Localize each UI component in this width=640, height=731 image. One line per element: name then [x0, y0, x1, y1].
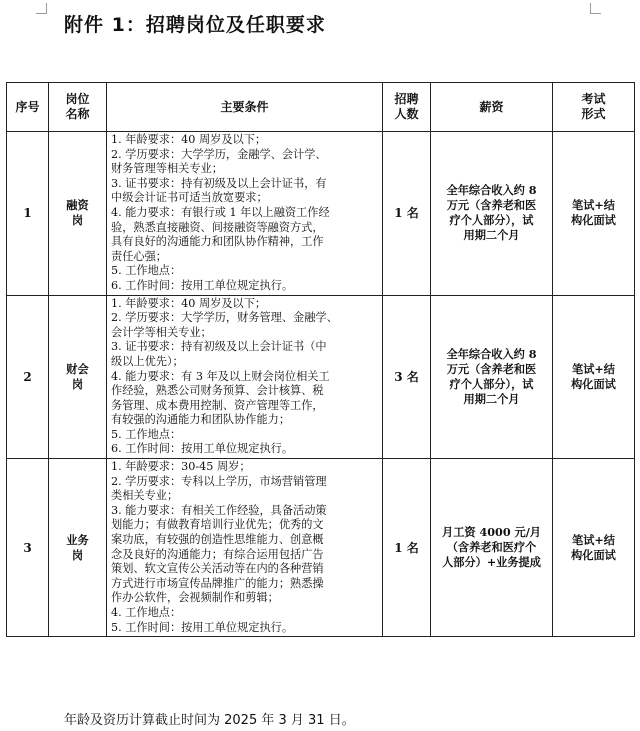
header-exam-text: 考试	[581, 92, 606, 106]
position-name	[49, 459, 107, 637]
condition-line: 有较强的沟通能力和团队协作能力；	[111, 413, 291, 427]
condition-line: 3. 证书要求：持有初级及以上会计证书（中	[111, 340, 327, 354]
salary-cell	[431, 132, 553, 296]
condition-line: 5. 工作地点：	[111, 264, 182, 278]
exam-format	[553, 295, 635, 459]
salary-line: 疗个人部分），试	[449, 376, 534, 391]
position-name-line: 岗	[71, 213, 84, 228]
position-name-line: 融资	[66, 198, 89, 213]
table-row	[7, 295, 635, 459]
salary-line: 全年综合收入约 8	[446, 183, 537, 198]
salary-line: 万元（含养老和医	[446, 198, 537, 213]
salary-line: 全年综合收入约 8	[446, 346, 537, 361]
header-salary	[431, 83, 553, 132]
header-headcount-text: 人数	[394, 107, 419, 121]
condition-line: 5. 工作时间：按用工单位规定执行。	[111, 620, 294, 634]
footnote: 年龄及资历计算截止时间为 2025 年 3 月 31 日。	[64, 713, 355, 728]
condition-line: 责任心强；	[111, 249, 167, 263]
condition-line: 5. 工作地点：	[111, 427, 182, 441]
position-name-line: 岗	[71, 376, 84, 391]
header-headcount	[383, 83, 431, 132]
headcount: 1 名	[383, 132, 431, 296]
condition-line: 念及良好的沟通能力；有综合运用包括广告	[111, 547, 324, 561]
headcount: 1 名	[383, 459, 431, 637]
document-title: 附件 1：招聘岗位及任职要求	[64, 14, 326, 36]
condition-line: 级以上优先）；	[111, 354, 184, 368]
salary-line: 万元（含养老和医	[446, 361, 537, 376]
salary-line: 月工资 4000 元/月	[442, 525, 541, 540]
position-name-line: 财会	[66, 361, 89, 376]
salary-line: 用期二个月	[463, 228, 520, 243]
condition-line: 2. 学历要求：大学学历，财务管理、金融学、	[111, 311, 338, 325]
condition-line: 作办公软件，会视频制作和剪辑；	[111, 591, 279, 605]
condition-line: 3. 证书要求：持有初级及以上会计证书，有	[111, 176, 327, 190]
salary-cell	[431, 459, 553, 637]
row-number: 2	[7, 295, 49, 459]
crop-mark-right	[590, 3, 601, 14]
exam-format	[553, 132, 635, 296]
conditions-cell	[107, 459, 383, 637]
condition-line: 作经验，熟悉公司财务预算、会计核算、税	[111, 384, 324, 398]
crop-mark-left	[36, 3, 47, 14]
position-name	[49, 132, 107, 296]
position-name-line: 岗	[71, 547, 84, 562]
header-no-text: 序号	[15, 99, 40, 114]
table-row	[7, 132, 635, 296]
position-name	[49, 295, 107, 459]
header-position-text: 岗位	[65, 92, 90, 106]
exam-format-line: 笔试+结	[572, 198, 615, 213]
exam-format-line: 构化面试	[571, 213, 616, 228]
salary-line: （含养老和医疗个	[446, 540, 537, 555]
condition-line: 财务管理等相关专业；	[111, 162, 223, 176]
table-header-row	[7, 83, 635, 132]
exam-format-line: 构化面试	[571, 376, 616, 391]
exam-format-line: 构化面试	[571, 547, 616, 562]
condition-line: 6. 工作时间：按用工单位规定执行。	[111, 442, 294, 456]
exam-format-line: 笔试+结	[572, 532, 615, 547]
condition-line: 方式进行市场宣传品牌推广的能力；熟悉操	[111, 576, 324, 590]
header-conditions	[107, 83, 383, 132]
condition-line: 4. 工作地点：	[111, 606, 182, 619]
condition-line: 验，熟悉直接融资、间接融资等融资方式，	[111, 220, 324, 234]
header-exam	[553, 83, 635, 132]
condition-line: 3. 能力要求：有相关工作经验，具备活动策	[111, 503, 327, 517]
condition-line: 务管理、成本费用控制、资产管理等工作，	[111, 398, 324, 412]
salary-line: 人部分）+业务提成	[442, 555, 541, 570]
condition-line: 1. 年龄要求：40 周岁及以下；	[111, 133, 267, 146]
header-headcount-text: 招聘	[394, 92, 419, 106]
condition-line: 会计学等相关专业；	[111, 325, 212, 339]
condition-line: 中级会计证书可适当放宽要求；	[111, 191, 268, 205]
exam-format	[553, 459, 635, 637]
condition-line: 具有良好的沟通能力和团队协作精神，工作	[111, 235, 324, 249]
header-position-text: 名称	[65, 107, 90, 121]
exam-format-line: 笔试+结	[572, 361, 615, 376]
condition-line: 2. 学历要求：专科以上学历，市场营销管理	[111, 474, 327, 488]
header-position	[49, 83, 107, 132]
condition-line: 划能力；有做教育培训行业优先；优秀的文	[111, 518, 324, 532]
salary-line: 疗个人部分），试	[449, 213, 534, 228]
conditions-cell	[107, 132, 383, 296]
condition-line: 类相关专业；	[111, 489, 179, 503]
condition-line: 策划、软文宣传公关活动等在内的各种营销	[111, 562, 324, 576]
header-exam-text: 形式	[581, 107, 606, 121]
salary-cell	[431, 295, 553, 459]
conditions-cell	[107, 295, 383, 459]
condition-line: 4. 能力要求：有银行或 1 年以上融资工作经	[111, 205, 330, 219]
condition-line: 4. 能力要求：有 3 年及以上财会岗位相关工	[111, 369, 330, 383]
recruitment-table	[6, 82, 635, 637]
condition-line: 1. 年龄要求：30-45 周岁；	[111, 460, 251, 474]
position-name-line: 业务	[66, 532, 89, 547]
row-number: 1	[7, 132, 49, 296]
condition-line: 1. 年龄要求：40 周岁及以下；	[111, 296, 267, 310]
row-number: 3	[7, 459, 49, 637]
condition-line: 2. 学历要求：大学学历，金融学、会计学、	[111, 147, 327, 161]
salary-line: 用期二个月	[463, 391, 520, 406]
header-salary-text: 薪资	[479, 99, 504, 114]
condition-line: 案功底，有较强的创造性思维能力、创意概	[111, 533, 324, 547]
header-conditions-text: 主要条件	[220, 99, 269, 114]
header-no	[7, 83, 49, 132]
headcount: 3 名	[383, 295, 431, 459]
table-row	[7, 459, 635, 637]
condition-line: 6. 工作时间：按用工单位规定执行。	[111, 278, 294, 292]
